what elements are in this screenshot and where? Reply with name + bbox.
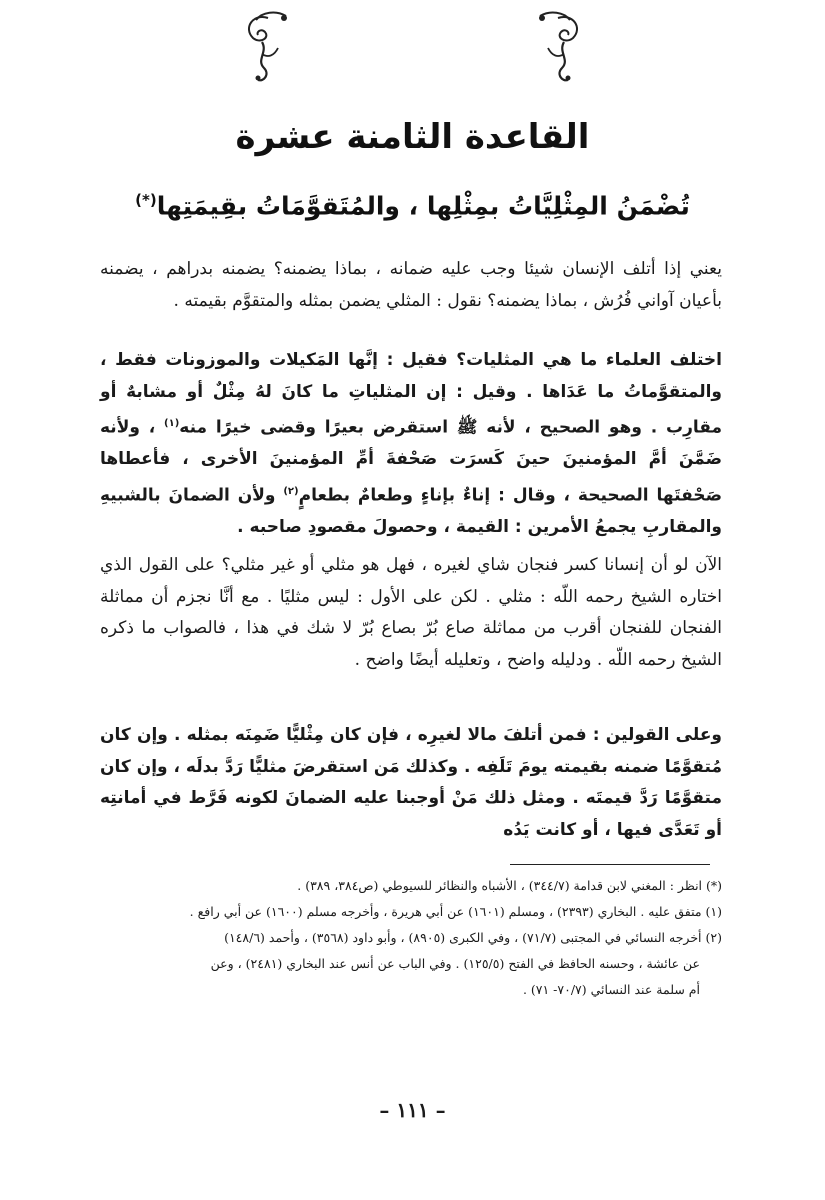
footnote-2-continued: عن عائشة ، وحسنه الحافظ في الفتح (١٢٥/٥) . وفي الباب عن أنس عند البخاري (٢٤٨١) ، وعن bbox=[210, 956, 700, 971]
footnotes bbox=[100, 873, 722, 1003]
page-number: – ١١١ – bbox=[379, 1098, 446, 1122]
paragraph-definition: يعني إذا أتلف الإنسان شيئا وجب عليه ضمانه ، بماذا يضمنه؟ يضمنه بدراهم ، يضمنه بأعيان آواني فُرُش ، بماذا يضمنه؟ نقول : المثلي يضمن بمثله والمتقوَّم بقيمته . bbox=[100, 259, 722, 311]
paragraph-scholars-dispute bbox=[100, 345, 722, 543]
paragraph-text: ، ولأنه ضَمَّنَ أمَّ المؤمنينَ حينَ كَسرَت صَحْفةَ أمِّ المؤمنينَ الأخرى ، فأعطاها صَحْفتَها الصحيحة ، وقال : إناءٌ بإناءٍ وطعامٌ بطعامٍ bbox=[100, 417, 722, 506]
footnote-ref-1: (١) bbox=[164, 418, 180, 429]
footnote-2: (٢) أخرجه النسائي في المجتبى (٧١/٧) ، وفي الكبرى (٨٩٠٥) ، وأبو داود (٣٥٦٨) ، وأحمد (١٤٨/٦) bbox=[224, 930, 722, 945]
ornament-left-icon bbox=[238, 8, 298, 88]
ornament-right-icon bbox=[528, 8, 588, 88]
footnote-1: (١) متفق عليه . البخاري (٢٣٩٣) ، ومسلم (١٦٠١) عن أبي هريرة ، وأخرجه مسلم (١٦٠٠) عن أبي رافع . bbox=[189, 904, 722, 919]
paragraph-cup-example: الآن لو أن إنسانا كسر فنجان شاي لغيره ، فهل هو مثلي أو غير مثلي؟ على القول الذي اختاره الشيخ رحمه اللّه : مثلي . لكن على الأول : ليس مثليًا . مع أنَّا نجزم أن مماثلة الفنجان للفنجان أقرب من مماثلة صاع بُرّ بصاع بُرّ لا شك في هذا ، فالصواب ما ذكره الشيخ رحمه اللّه . ودليله واضح ، وتعليله أيضًا واضح . bbox=[100, 555, 722, 670]
paragraph-text: ولأن الضمانَ بالشبيهِ والمقاربِ يجمعُ الأمرين : القيمة ، وحصولَ مقصودِ صاحبه . bbox=[100, 485, 722, 537]
rule-subtitle-text: تُضْمَنُ المِثْلِيَّاتُ بمِثْلِها ، والمُتَقوَّمَاتُ بقِيمَتِها bbox=[156, 191, 690, 221]
rule-subtitle bbox=[0, 178, 825, 228]
footnote-ref-2: (٢) bbox=[283, 485, 299, 497]
footnote-star: (*) انظر : المغني لابن قدامة (٣٤٤/٧) ، الأشباه والنظائر للسيوطي (ص٣٨٤، ٣٨٩) . bbox=[297, 878, 722, 893]
rule-title: القاعدة الثامنة عشرة bbox=[235, 117, 590, 157]
footnote-2-continued: أم سلمة عند النسائي (٧٠/٧- ٧١) . bbox=[522, 982, 700, 997]
paragraph-both-opinions: وعلى القولين : فمن أتلفَ مالا لغيرِه ، فإن كان مِثْليًّا ضَمِنَه بمثله . وإن كان مُتقوَّمًا ضمنه بقيمته يومَ تَلَفِه . وكذلك مَن استقرضَ مثليًّا رَدَّ بدلَه ، وإن كان متقوَّمًا رَدَّ قيمتَه . ومثل ذلك مَنْ أوجبنا عليه الضمانَ لكونه فَرَّط في أمانتِه أو تَعَدَّى فيها ، أو كانت يَدُه bbox=[100, 725, 722, 840]
paragraph-text: اختلف العلماء ما هي المثليات؟ فقيل : إنَّها المَكيلات والموزونات فقط ، والمتقوَّماتُ ما عَدَاها . وقيل : إن المثلياتِ ما كانَ لهُ مِثْلٌ أو مشابهٌ أو مقارِب . وهو الصحيح ، لأنه ﷺ استقرض بعيرًا وقضى خيرًا منه bbox=[100, 350, 722, 438]
subtitle-footnote-marker: (*) bbox=[135, 191, 157, 209]
footnote-separator bbox=[510, 864, 710, 865]
